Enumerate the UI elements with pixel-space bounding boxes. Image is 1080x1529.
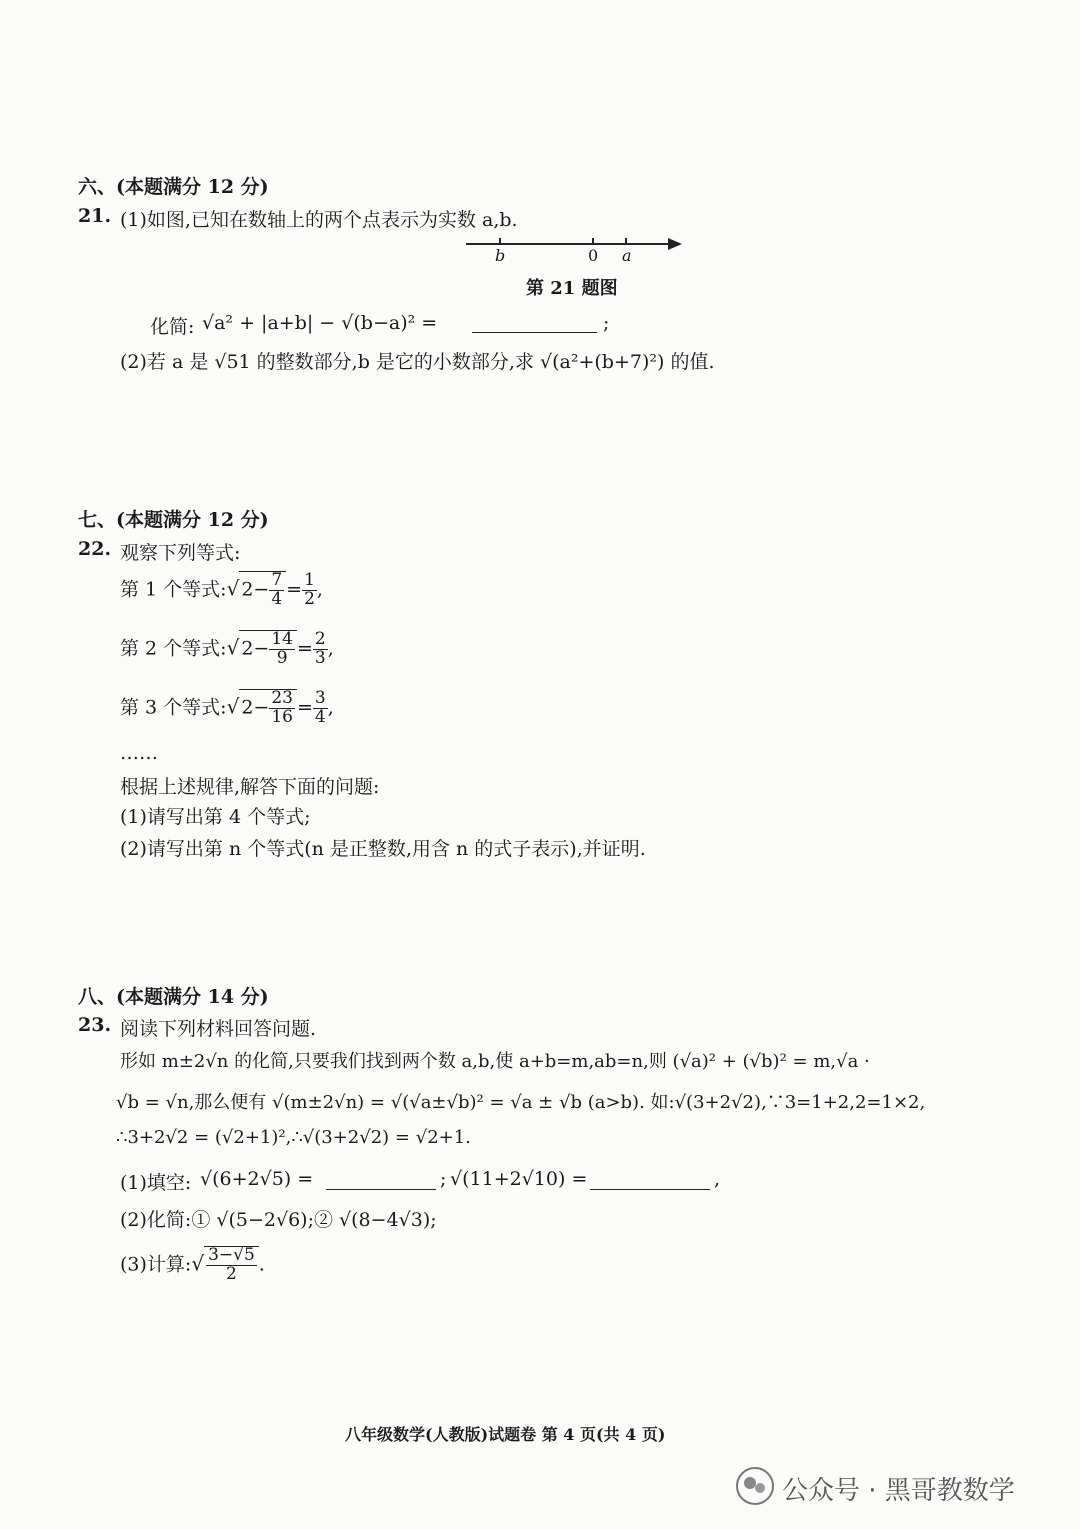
q23-part3: (3)计算:√ $\frac{3-√5}{2}$ . [120,1245,265,1284]
q21-number: 21. [78,205,112,227]
q23-intro: 阅读下列材料回答问题. [120,1018,317,1040]
axis-label-b: b [495,246,506,265]
section-8-title: 八、(本题满分 14 分) [78,986,269,1008]
q23-material-line2: √b = √n,那么便有 √(m±2√n) = √(√a±√b)² = √a ± √b (a>b). 如:√(3+2√2),∵3=1+2,2=1×2, [116,1092,926,1113]
eq1-rden: 2 [304,588,315,609]
q22-eq2: 第 2 个等式:√ 2− $\frac{14}{9}$ = $\frac{2}{3}$ , [120,629,334,668]
q21-simplify-expr: √a² + |a+b| − √(b−a)² = [202,312,438,334]
q23-part1-end: , [714,1168,721,1190]
section-6-title: 六、(本题满分 12 分) [78,176,269,198]
q21-simplify-prefix: 化简: [150,316,195,338]
watermark-text: 公众号 · 黑哥教数学 [782,1476,1015,1506]
eq2-num: 14 [271,629,293,649]
q21-simplify-end: ; [603,312,610,334]
q23-material-line1: 形如 m±2√n 的化简,只要我们找到两个数 a,b,使 a+b=m,ab=n,则 (√a)² + (√b)² = m,√a · [120,1051,870,1072]
wechat-logo-icon [735,1466,775,1506]
eq1-rnum: 1 [304,570,315,590]
eq3-den: 16 [271,706,293,727]
eq2-rnum: 2 [314,629,326,649]
axis-label-zero: 0 [588,246,599,265]
eq2-rden: 3 [314,647,326,668]
q23-part1-prefix: (1)填空: [120,1172,192,1194]
q23-part1-sep: ; [440,1168,447,1190]
q21-part1: (1)如图,已知在数轴上的两个点表示为实数 a,b. [120,209,518,231]
q23-blank-2[interactable] [590,1167,710,1190]
q23-part1-expr1: √(6+2√5) = [200,1168,314,1190]
q23-part3-den: 2 [226,1263,237,1284]
q22-part1: (1)请写出第 4 个等式; [120,806,311,828]
eq1-den: 4 [271,588,283,609]
q22-instruction: 根据上述规律,解答下面的问题: [120,776,380,798]
eq3-rden: 4 [314,706,326,727]
section-7-title: 七、(本题满分 12 分) [78,509,269,531]
q23-part2: (2)化简:① √(5−2√6);② √(8−4√3); [120,1209,437,1231]
q22-intro: 观察下列等式: [120,542,241,564]
q23-part3-num: 3−√5 [208,1245,255,1265]
eq2-den: 9 [276,647,288,668]
q22-eq1: 第 1 个等式:√ 2− $\frac{7}{4}$ = $\frac{1}{2}$ , [120,570,323,609]
q23-number: 23. [78,1014,112,1036]
axis-label-a: a [622,246,632,265]
q23-part3-prefix: (3)计算: [120,1253,192,1276]
eq1-label: 第 1 个等式: [120,578,227,601]
eq3-num: 23 [271,688,293,708]
q22-eq3: 第 3 个等式:√ 2− $\frac{23}{16}$ = $\frac{3}{4}$ , [120,688,334,727]
page-footer: 八年级数学(人教版)试题卷 第 4 页(共 4 页) [345,1425,666,1444]
q23-blank-1[interactable] [326,1167,436,1190]
figure-caption: 第 21 题图 [526,278,618,299]
eq3-label: 第 3 个等式: [120,696,227,719]
q21-part2: (2)若 a 是 √51 的整数部分,b 是它的小数部分,求 √(a²+(b+7)²) 的值. [120,351,715,373]
q22-part2: (2)请写出第 n 个等式(n 是正整数,用含 n 的式子表示),并证明. [120,838,646,860]
eq2-label: 第 2 个等式: [120,637,227,660]
q21-answer-blank[interactable] [472,310,597,333]
q23-part3-end: . [258,1253,265,1276]
eq1-num: 7 [271,570,283,590]
q23-material-line3: ∴3+2√2 = (√2+1)²,∴√(3+2√2) = √2+1. [116,1127,471,1148]
q23-part1-expr2: √(11+2√10) = [450,1168,588,1190]
q22-ellipsis: …… [120,742,158,764]
eq3-rnum: 3 [314,688,326,708]
q22-number: 22. [78,538,112,560]
